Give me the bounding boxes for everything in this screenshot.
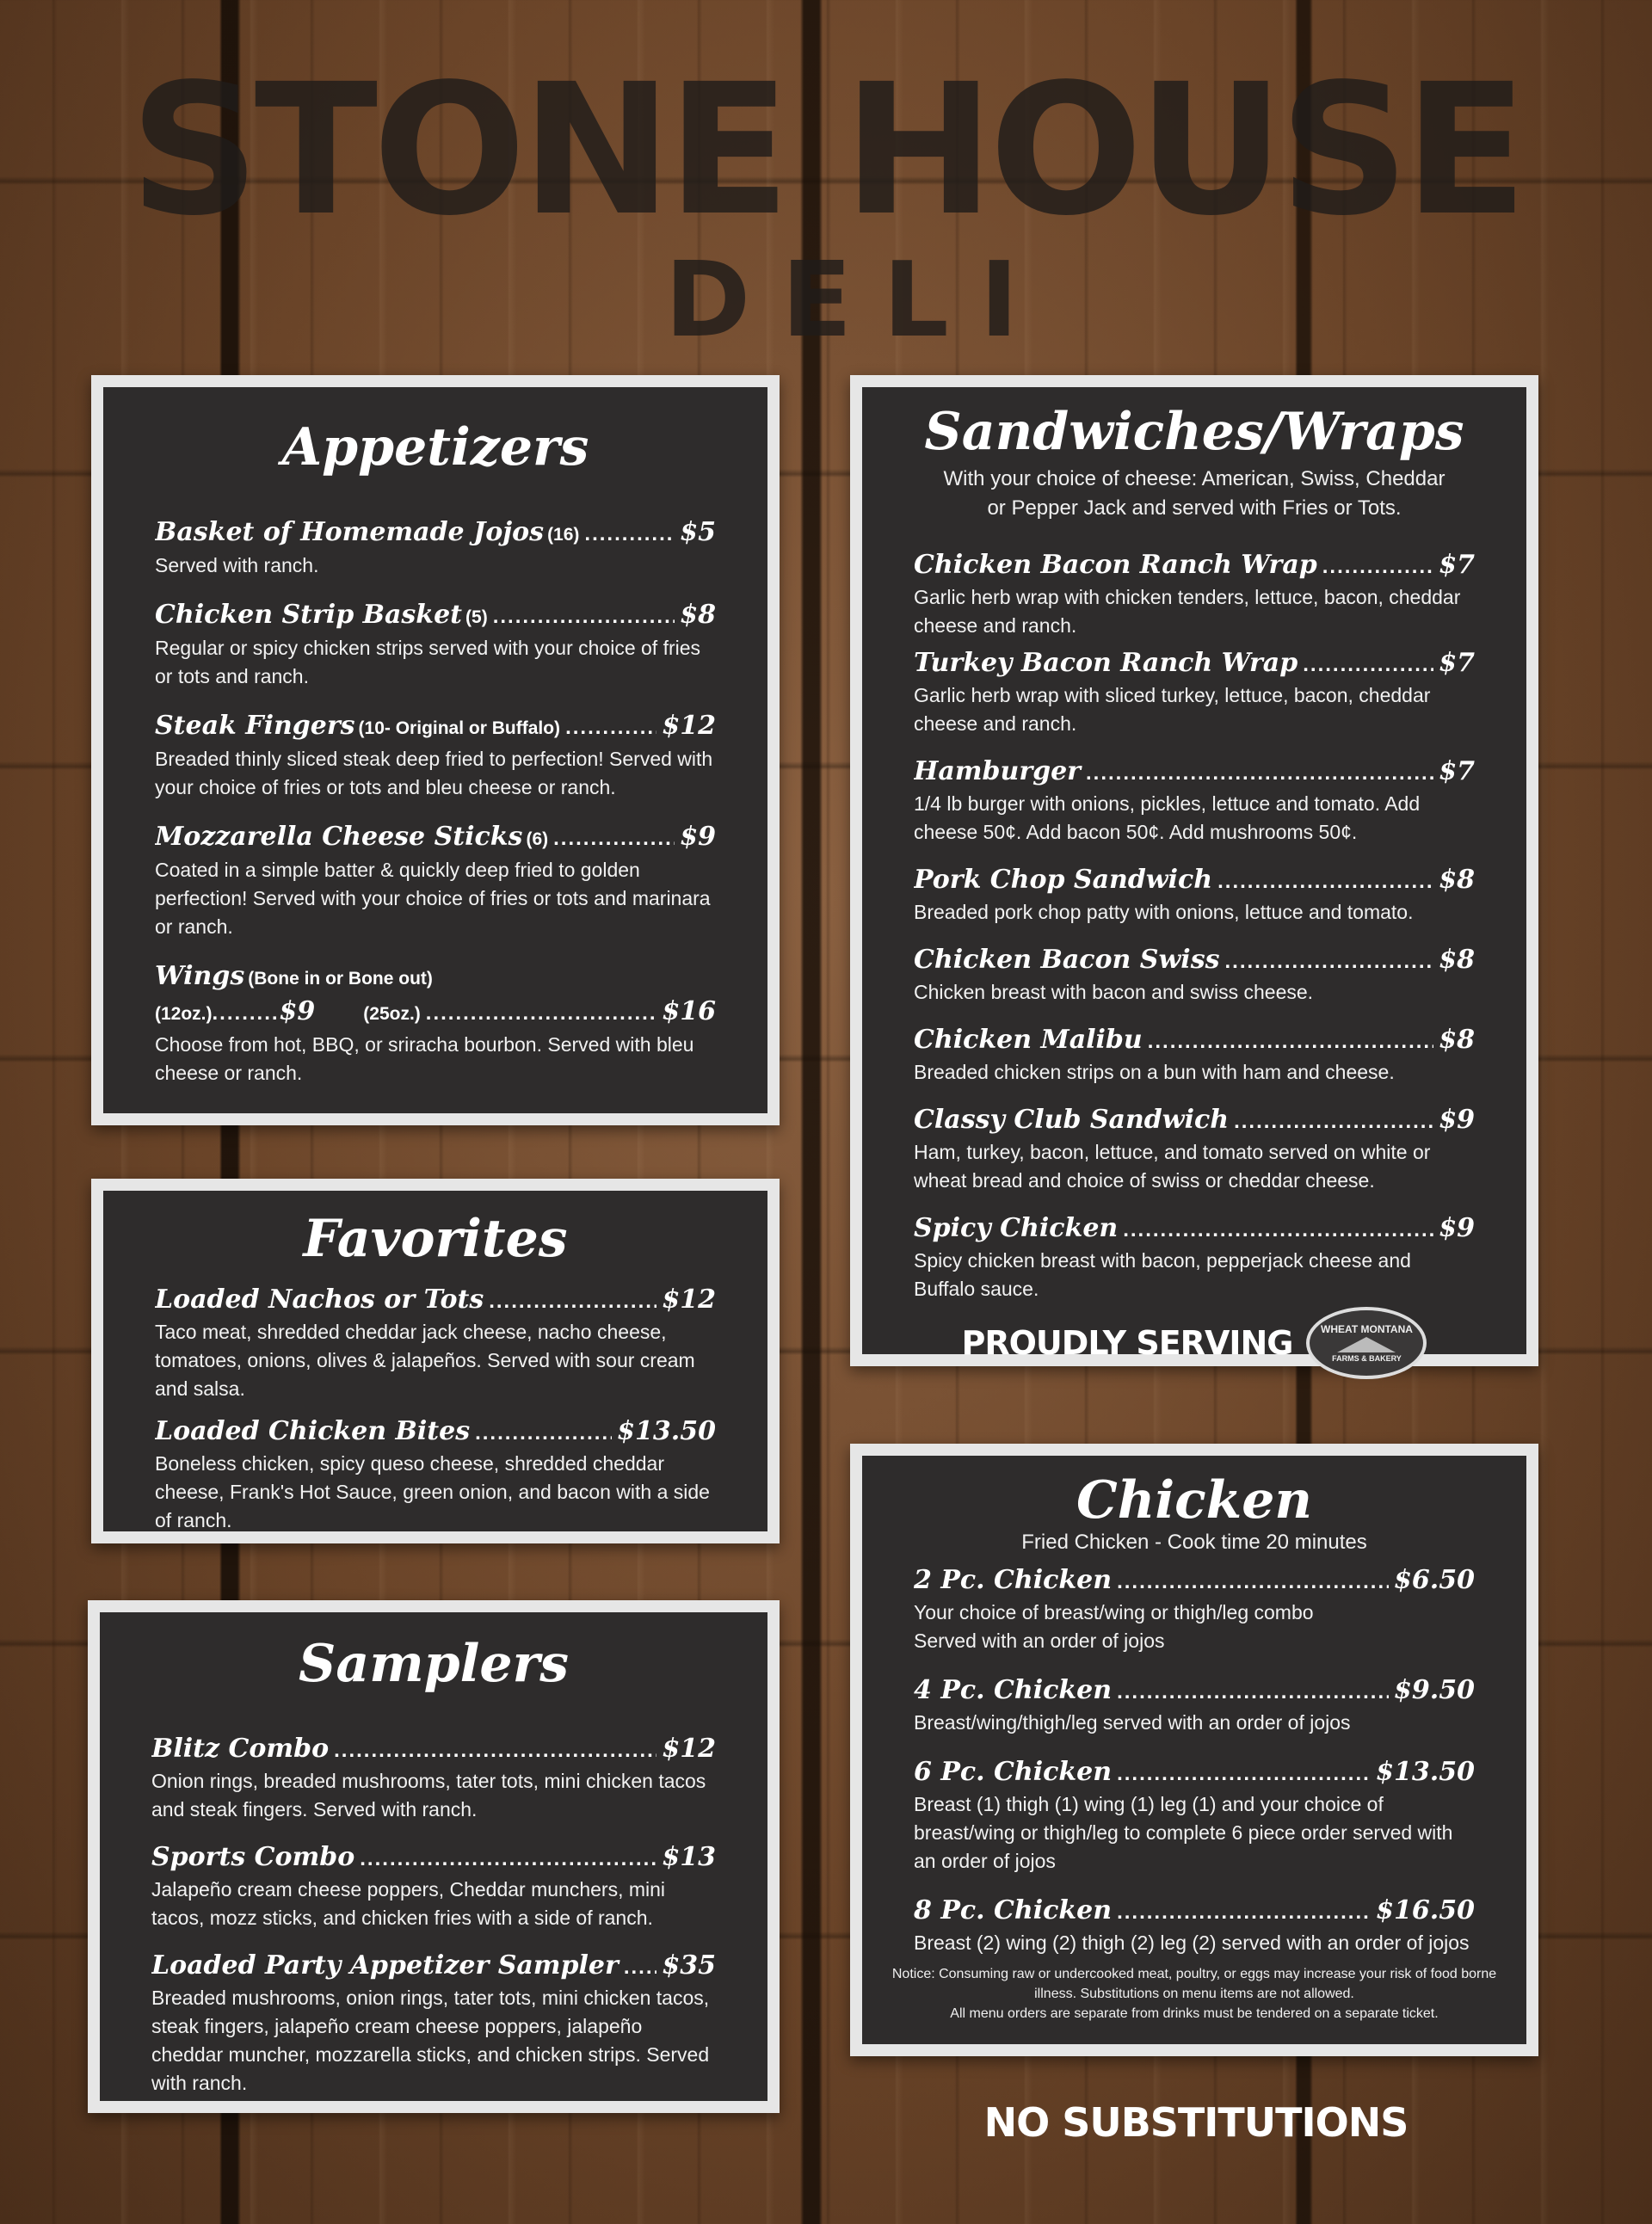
item-description: Onion rings, breaded mushrooms, tater tots, mini chicken tacos and steak fingers. Served with ranch. (151, 1770, 706, 1820)
item-description: Garlic herb wrap with sliced turkey, lettuce, bacon, cheddar cheese and ranch. (914, 684, 1431, 735)
favorites-title: Favorites (303, 1209, 568, 1269)
item-price: $12 (662, 711, 716, 741)
item-description: Served with ranch. (155, 554, 319, 576)
logo-title: STONE HOUSE (129, 45, 1523, 256)
samplers-title: Samplers (298, 1634, 569, 1694)
item-description: Breaded pork chop patty with onions, lettuce and tomato. (914, 901, 1414, 923)
item-note: (5) (465, 607, 488, 627)
menu-item (151, 1950, 716, 2098)
item-name: Pork Chop Sandwich (914, 865, 1213, 895)
menu-item (914, 1756, 1475, 1876)
sandwiches-subtitle: With your choice of cheese: American, Swiss, Cheddar or Pepper Jack and served with Fries or Tots. (943, 467, 1446, 520)
item-name: Steak Fingers (155, 711, 355, 741)
item-note: (6) (526, 829, 549, 849)
item-price: $13.50 (617, 1416, 716, 1446)
menu-item (914, 1674, 1475, 1737)
item-description: Chicken breast with bacon and swiss cheese. (914, 981, 1314, 1003)
item-price: $7 (1439, 550, 1475, 580)
item-name: Blitz Combo (151, 1734, 330, 1764)
menu-item (155, 1284, 716, 1403)
item-description: Choose from hot, BBQ, or sriracha bourbon. Served with bleu cheese or ranch. (155, 1033, 694, 1084)
menu-item (914, 647, 1475, 738)
item-name: Loaded Party Appetizer Sampler (151, 1950, 619, 1981)
logo-line1: WHEAT MONTANA (1321, 1322, 1413, 1335)
samplers-panel (88, 1600, 780, 2113)
favorites-panel (91, 1179, 780, 1543)
sandwiches-panel (850, 375, 1538, 1366)
item-description: Jalapeño cream cheese poppers, Cheddar munchers, mini tacos, mozz sticks, and chicken fries with a side of ranch. (151, 1878, 666, 1929)
item-description: Garlic herb wrap with chicken tenders, lettuce, bacon, cheddar cheese and ranch. (914, 586, 1461, 637)
item-name: Basket of Homemade Jojos (155, 517, 545, 547)
item-description: 1/4 lb burger with onions, pickles, lettuce and tomato. Add cheese 50¢. Add bacon 50¢. Add mushrooms 50¢. (914, 792, 1421, 843)
item-price: $9 (1439, 1213, 1475, 1243)
item-price: $8 (680, 600, 716, 630)
item-price: $13 (662, 1842, 716, 1872)
proudly-serving (914, 1307, 1475, 1379)
item-description: Your choice of breast/wing or thigh/leg combo Served with an order of jojos (914, 1601, 1314, 1652)
item-price: $9 (680, 822, 716, 852)
health-notice: Notice: Consuming raw or undercooked meat, poultry, or eggs may increase your risk of food borne illness. Substitutions on menu items are not allowed. (891, 1967, 1497, 2001)
item-price: $13.50 (1376, 1757, 1475, 1787)
item-price: $8 (1439, 865, 1475, 895)
item-price: $7 (1439, 756, 1475, 786)
item-name: Classy Club Sandwich (914, 1105, 1230, 1135)
item-description: Breaded chicken strips on a bun with ham and cheese. (914, 1061, 1395, 1083)
item-name: 6 Pc. Chicken (914, 1757, 1113, 1787)
size-label: (25oz.) (363, 1004, 421, 1024)
item-name: Chicken Malibu (914, 1025, 1143, 1055)
menu-item (914, 1212, 1475, 1303)
size-price: $16 (662, 996, 716, 1026)
order-notice: All menu orders are separate from drinks must be tendered on a separate ticket. (950, 2006, 1439, 2021)
item-price: $6.50 (1394, 1565, 1475, 1595)
logo-line2: FARMS & BAKERY (1332, 1353, 1402, 1363)
item-name: Loaded Chicken Bites (155, 1416, 471, 1446)
item-name: Turkey Bacon Ranch Wrap (914, 648, 1298, 678)
item-name: Sports Combo (151, 1842, 355, 1872)
item-description: Breaded thinly sliced steak deep fried to perfection! Served with your choice of fries or tots and bleu cheese or ranch. (155, 748, 713, 798)
item-price: $35 (662, 1950, 716, 1981)
item-price: $12 (662, 1284, 716, 1315)
item-price: $5 (680, 517, 716, 547)
item-note: (10- Original or Buffalo) (358, 718, 561, 738)
item-note: (16) (547, 525, 580, 545)
item-description: Breast/wing/thigh/leg served with an order of jojos (914, 1711, 1351, 1734)
appetizers-title: Appetizers (281, 417, 589, 477)
menu-item (155, 821, 716, 941)
item-price: $8 (1439, 1025, 1475, 1055)
chicken-title: Chicken (1076, 1470, 1313, 1531)
item-name: Hamburger (914, 756, 1081, 786)
item-price: $8 (1439, 945, 1475, 975)
menu-item (155, 516, 716, 580)
mountain-icon (1337, 1337, 1396, 1352)
menu-item (914, 549, 1475, 640)
item-name: Wings (155, 961, 245, 991)
menu-item-wings (155, 960, 716, 1087)
item-description: Taco meat, shredded cheddar jack cheese, nacho cheese, tomatoes, onions, olives & jalapeños. Served with sour cream and salsa. (155, 1321, 695, 1400)
chicken-panel (850, 1444, 1538, 2056)
wheat-montana-logo (1306, 1307, 1427, 1379)
item-name: Spicy Chicken (914, 1213, 1119, 1243)
menu-item (155, 599, 716, 691)
item-name: 4 Pc. Chicken (914, 1675, 1113, 1705)
logo-subtitle: DELI (664, 241, 1050, 360)
item-description: Coated in a simple batter & quickly deep fried to golden perfection! Served with your choice of fries or tots and marinara or ranch. (155, 859, 711, 938)
size-label: (12oz.) (155, 1004, 213, 1024)
menu-item (914, 1564, 1475, 1655)
menu-item (155, 710, 716, 802)
item-description: Ham, turkey, bacon, lettuce, and tomato served on white or wheat bread and choice of swiss or cheddar cheese. (914, 1141, 1431, 1192)
item-description: Regular or spicy chicken strips served with your choice of fries or tots and ranch. (155, 637, 701, 687)
item-price: $16.50 (1376, 1895, 1475, 1925)
item-price: $9.50 (1394, 1675, 1475, 1705)
item-description: Spicy chicken breast with bacon, pepperjack cheese and Buffalo sauce. (914, 1249, 1411, 1300)
sandwiches-title: Sandwiches/Wraps (924, 402, 1464, 462)
item-description: Breast (2) wing (2) thigh (2) leg (2) served with an order of jojos (914, 1931, 1470, 1954)
menu-item (914, 944, 1475, 1007)
menu-item (914, 1104, 1475, 1195)
wings-sizes: (12oz.) ......... $9 (25oz.) ..... $16 (155, 995, 716, 1031)
menu-item (155, 1415, 716, 1535)
item-name: Chicken Strip Basket (155, 600, 463, 630)
item-name: Loaded Nachos or Tots (155, 1284, 484, 1315)
item-description: Breast (1) thigh (1) wing (1) leg (1) and your choice of breast/wing or thigh/leg to complete 6 piece order served with an order of jojos (914, 1793, 1453, 1872)
item-description: Breaded mushrooms, onion rings, tater tots, mini chicken tacos, steak fingers, jalapeño cream cheese poppers, jalapeño cheddar muncher, mozzarella sticks, and chicken strips. Served with ranch. (151, 1987, 710, 2094)
item-name: 2 Pc. Chicken (914, 1565, 1113, 1595)
menu-item (914, 864, 1475, 927)
item-name: Mozzarella Cheese Sticks (155, 822, 523, 852)
item-name: Chicken Bacon Swiss (914, 945, 1220, 975)
item-price: $9 (1439, 1105, 1475, 1135)
menu-item (914, 755, 1475, 847)
menu-item (151, 1841, 716, 1932)
menu-item (151, 1733, 716, 1824)
item-name: Chicken Bacon Ranch Wrap (914, 550, 1317, 580)
item-name: 8 Pc. Chicken (914, 1895, 1113, 1925)
appetizers-panel (91, 375, 780, 1125)
proudly-serving-text: PROUDLY SERVING (961, 1324, 1293, 1362)
item-price: $7 (1439, 648, 1475, 678)
no-substitutions-banner: NO SUBSTITUTIONS (983, 2099, 1409, 2146)
item-description: Boneless chicken, spicy queso cheese, shredded cheddar cheese, Frank's Hot Sauce, green onion, and bacon with a side of ranch. (155, 1452, 710, 1531)
item-price: $12 (662, 1734, 716, 1764)
menu-item (914, 1024, 1475, 1087)
size-price: $9 (279, 996, 316, 1026)
menu-item (914, 1894, 1475, 1957)
chicken-subtitle: Fried Chicken - Cook time 20 minutes (1021, 1531, 1367, 1554)
item-note: (Bone in or Bone out) (248, 969, 433, 989)
